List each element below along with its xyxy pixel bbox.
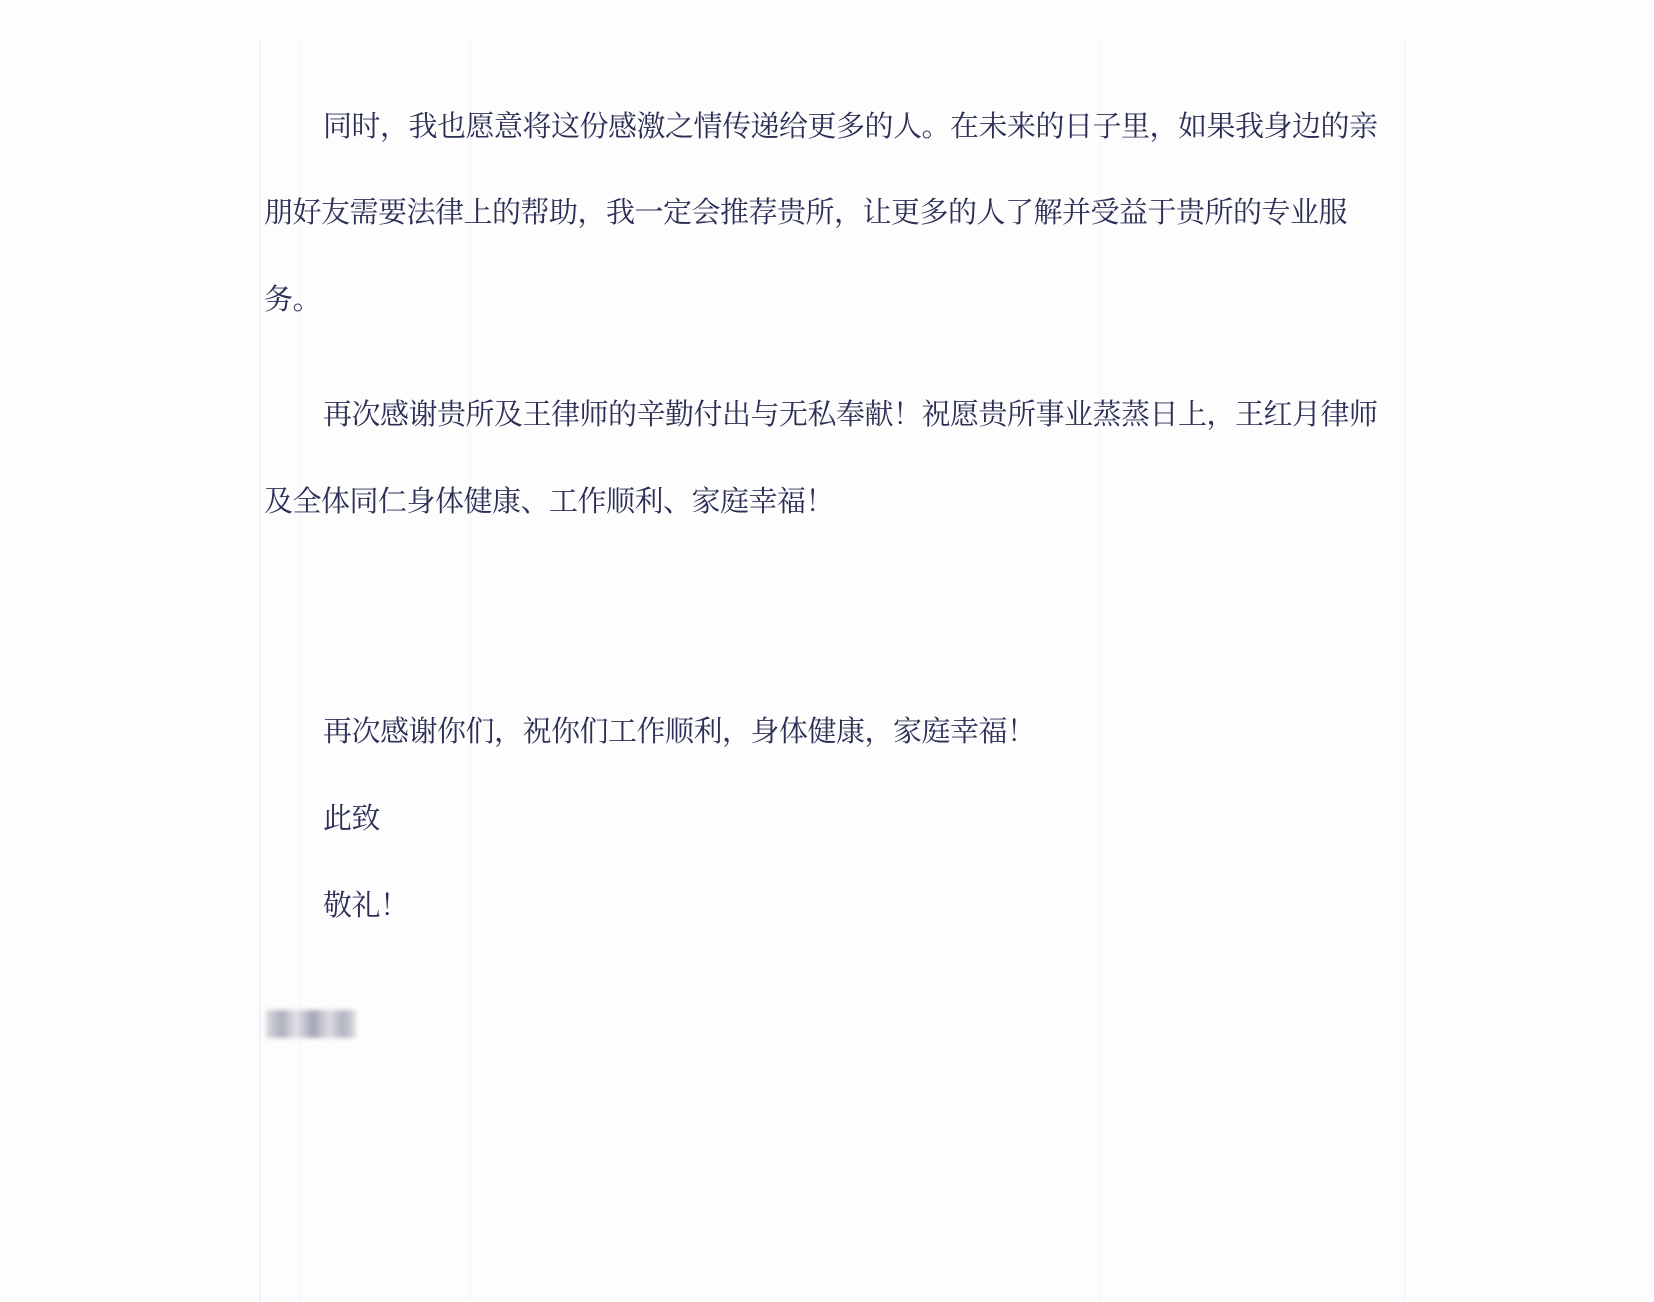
paragraph-2-line-1: 再次感谢贵所及王律师的辛勤付出与无私奉献！祝愿贵所事业蒸蒸日上，王红月律师 — [323, 397, 1378, 431]
redacted-signature — [266, 1010, 356, 1038]
closing-salutation-2: 敬礼！ — [323, 888, 409, 922]
closing-salutation-1: 此致 — [323, 801, 381, 835]
paragraph-1-line-1: 同时，我也愿意将这份感激之情传递给更多的人。在未来的日子里，如果我身边的亲 — [323, 109, 1378, 143]
paragraph-1-line-2: 朋好友需要法律上的帮助，我一定会推荐贵所，让更多的人了解并受益于贵所的专业服 — [264, 195, 1348, 229]
paragraph-3: 再次感谢你们，祝你们工作顺利，身体健康，家庭幸福！ — [323, 714, 1036, 748]
paragraph-2-line-2: 及全体同仁身体健康、工作顺利、家庭幸福！ — [264, 484, 835, 518]
paragraph-1-line-3: 务。 — [264, 282, 322, 316]
